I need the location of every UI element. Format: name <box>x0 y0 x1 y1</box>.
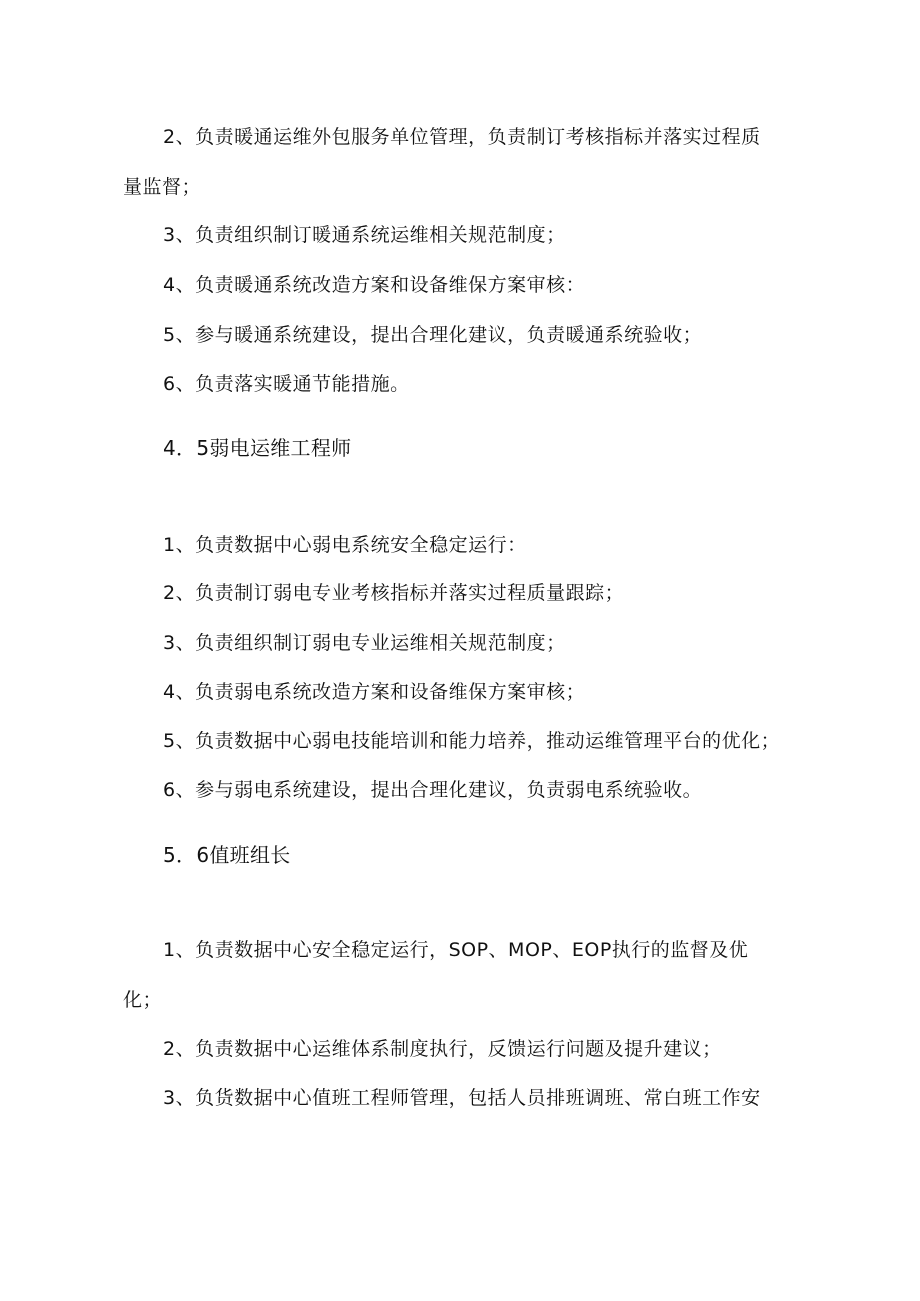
paragraph-line: 2、负责暖通运维外包服务单位管理，负责制订考核指标并落实过程质 <box>163 126 761 148</box>
paragraph-line: 4、负责暖通系统改造方案和设备维保方案审核： <box>163 274 586 296</box>
paragraph-line: 化； <box>123 989 163 1011</box>
section-heading: 5．6值班组长 <box>163 843 291 867</box>
paragraph-line: 3、负责组织制订暖通系统运维相关规范制度； <box>163 224 566 246</box>
section-heading: 4．5弱电运维工程师 <box>163 436 352 460</box>
paragraph-line: 3、负责组织制订弱电专业运维相关规范制度； <box>163 632 566 654</box>
paragraph-line: 1、负责数据中心安全稳定运行，SOP、MOP、EOP执行的监督及优 <box>163 939 749 961</box>
paragraph-line: 3、负货数据中心值班工程师管理，包括人员排班调班、常白班工作安 <box>163 1087 761 1109</box>
paragraph-line: 6、参与弱电系统建设，提出合理化建议，负责弱电系统验收。 <box>163 779 703 801</box>
paragraph-line: 1、负责数据中心弱电系统安全稳定运行： <box>163 534 527 556</box>
paragraph-line: 量监督； <box>123 176 202 198</box>
paragraph-line: 2、负责数据中心运维体系制度执行，反馈运行问题及提升建议； <box>163 1038 722 1060</box>
paragraph-line: 6、负责落实暖通节能措施。 <box>163 373 410 395</box>
paragraph-line: 4、负责弱电系统改造方案和设备维保方案审核； <box>163 681 586 703</box>
paragraph-line: 5、参与暖通系统建设，提出合理化建议，负责暖通系统验收； <box>163 324 703 346</box>
paragraph-line: 2、负责制订弱电专业考核指标并落实过程质量跟踪； <box>163 582 625 604</box>
paragraph-line: 5、负责数据中心弱电技能培训和能力培养，推动运维管理平台的优化； <box>163 730 781 752</box>
